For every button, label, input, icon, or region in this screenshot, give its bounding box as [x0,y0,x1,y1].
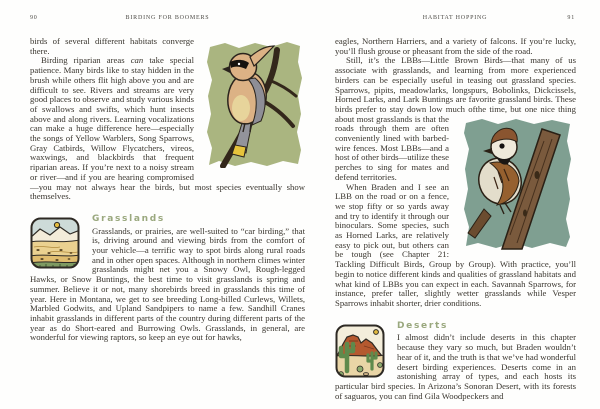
cedar-waxwing-art [203,40,305,168]
right-running-title: HABITAT HOPPING [422,15,488,21]
paragraph-text: take special patience. Many birds like to stay hidden in the brush while others flit high above you and are difficult to see. Rivers and streams are very good places to observe and study various kinds of swallows and swifts, which hunt insects above and along rivers. Learning vocalizations can make a huge difference here—especially the songs of Yellow Warblers, Song Sparrows, Gray Catbirds, Willow Flycatchers, vireos, waxwings, and blackbirds that frequent riparian areas. If you’re next to a noisy stream or river—and if you are hearing compromised—you may not always hear the birds, but most species eventually show themselves. [30,55,305,202]
deserts-section [335,322,576,402]
grasslands-heading: Grasslands [92,213,165,224]
deserts-heading: Deserts [397,320,449,331]
deserts-habitat-icon [335,324,385,378]
grasslands-body-text: Grasslands, or prairies, are well-suited to “car birding,” that is, driving around and viewing birds from the comfort of your vehicle—a terrific way to spot birds along rural roads and in other open spaces. Although in northern climes winter grasslands might net you a Snowy Owl, Rough-legged Hawks, or Snow Buntings, the best time to visit grasslands is spring and summer. Believe it or not, many shorebirds breed in grasslands this time of year. Here in Montana, we get to see breeding Long-billed Curlews, Willets, Marbled Godwits, and Upland Sandpipers to name a few. Sandhill Cranes inhabit grasslands in different parts of the country during different parts of the year as do Short-eared and Burrowing Owls. Grasslands, in general, are wonderful for viewing raptors, so keep an eye out for hawks, [30,225,305,343]
grasslands-icon-art [30,217,80,269]
left-page-number: 90 [30,15,38,21]
cedar-waxwing-illustration [203,40,305,168]
paragraph-lbbs [335,56,576,182]
right-page-number: 91 [567,15,575,21]
sparrow-art [458,117,576,251]
left-running-title: BIRDING FOR BOOMERS [125,15,210,21]
deserts-icon-art [335,324,385,378]
grasslands-section [30,215,305,343]
paragraph-raptors-continuation: eagles, Northern Harriers, and a variety of falcons. If you’re lucky, you’ll flush grouse or pheasant from the side of the road. [335,36,576,56]
right-page [335,37,576,401]
paragraph-text: Still, it’s the LBBs—Little Brown Birds—that many of us associate with grasslands, and learning from more experienced birders can be especially useful in teasing out grassland species. Sparrows, pipits, meadowlarks, longspurs, Bobolinks, Dickcissels, Horned Larks, and Lark Buntings are favorite grassland birds. These birds prefer to stay down low much of [335,55,576,114]
italic-word: can [130,55,144,66]
deserts-body-text: I almost didn’t include deserts in this chapter because they vary so much, but Braden wouldn’t hear of it, and the truth is that we’ve had wonderful desert birding experiences. Deserts come in an astonishing array of types, and each hosts its particular bird species. In Arizona’s Sonoran Desert, with its forests of saguaros, you can find Gila Woodpeckers and [335,332,576,401]
paragraph-riparian-continuation: birds of several different habitats converge there. [30,36,194,56]
grasslands-habitat-icon [30,217,80,269]
paragraph-text: Birding riparian areas [41,55,131,66]
paragraph-text: the time, but one nice thing about most grasslands is that the roads through them are often conveniently lined with barbed-wire fences. Most LBBs—and a host of other birds—utilize these perches to sing for mates and defend territories. [335,103,576,182]
paragraph-braden-lbb: When Braden and I see an LBB on the road or on a fence, we stop fifty or so yards away and try to identify it through our binoculars. Some species, such as Horned Larks, are relatively easy to pick out, but others can be tough (see Chapter 21: Tackling Difficult Birds, Group by Group). With practice, you’ll begin to notice different kinds and qualities of grassland habitats and what kind of LBBs you can expect in each. Savannah Sparrows, for instance, prefer taller, slightly wetter grasslands while Vesper Sparrows inhabit shorter, drier conditions. [335,181,576,308]
sparrow-illustration [458,117,576,251]
left-page [30,37,305,343]
